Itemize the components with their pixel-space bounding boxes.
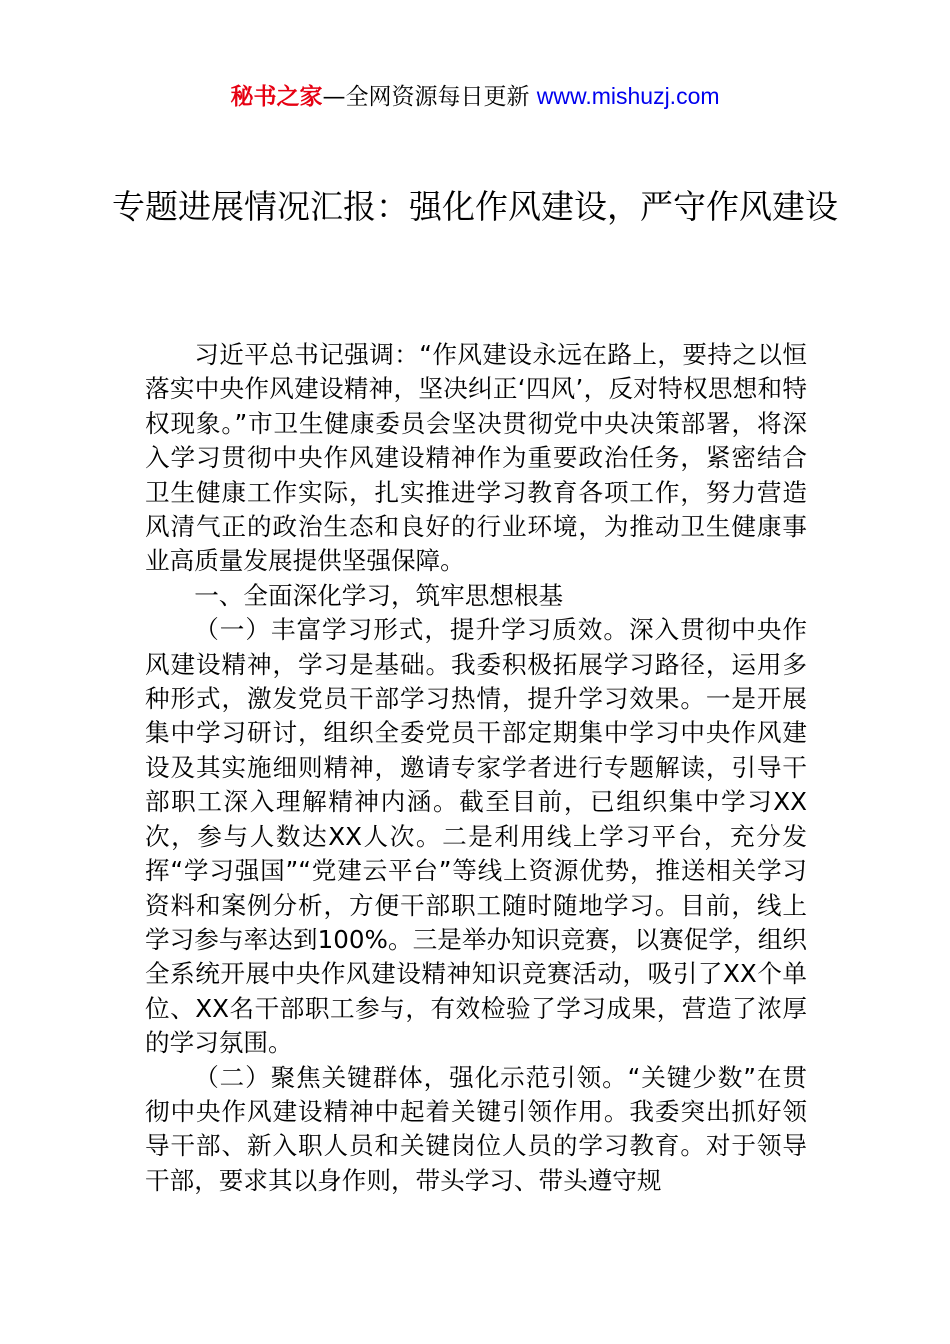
body-paragraph: （二）聚焦关键群体，强化示范引领。“关键少数”在贯彻中央作风建设精神中起着关键引领作用。我委突出抓好领导干部、新入职人员和关键岗位人员的学习教育。对于领导干部，要求其以身作则，带头学习、带头遵守规 (145, 1062, 807, 1195)
site-brand: 秘书之家 (230, 84, 323, 110)
body-paragraph: （一）丰富学习形式，提升学习质效。深入贯彻中央作风建设精神，学习是基础。我委积极拓展学习路径，运用多种形式，激发党员干部学习热情，提升学习效果。一是开展集中学习研讨，组织全委党员干部定期集中学习中央作风建设及其实施细则精神，邀请专家学者进行专题解读，引导干部职工深入理解精神内涵。截至目前，已组织集中学习XX次，参与人数达XX人次。二是利用线上学习平台，充分发挥“学习强国”“党建云平台”等线上资源优势，推送相关学习资料和案例分析，方便干部职工随时随地学习。目前，线上学习参与率达到100%。三是举办知识竞赛，以赛促学，组织全系统开展中央作风建设精神知识竞赛活动，吸引了XX个单位、XX名干部职工参与，有效检验了学习成果，营造了浓厚的学习氛围。 (145, 615, 807, 1058)
site-header (0, 80, 950, 113)
intro-paragraph: 习近平总书记强调：“作风建设永远在路上，要持之以恒落实中央作风建设精神，坚决纠正‘四风’，反对特权思想和特权现象。”市卫生健康委员会坚决贯彻党中央决策部署，将深入学习贯彻中央作风建设精神作为重要政治任务，紧密结合卫生健康工作实际，扎实推进学习教育各项工作，努力营造风清气正的政治生态和良好的行业环境，为推动卫生健康事业高质量发展提供坚强保障。 (145, 340, 807, 576)
section-heading: 一、全面深化学习，筑牢思想根基 (194, 580, 564, 610)
document-body (145, 338, 807, 1198)
document-title: 专题进展情况汇报：强化作风建设，严守作风建设 (112, 187, 838, 226)
site-url-link[interactable]: www.mishuzj.com (536, 83, 720, 109)
site-tagline: —全网资源每日更新 (322, 84, 537, 110)
